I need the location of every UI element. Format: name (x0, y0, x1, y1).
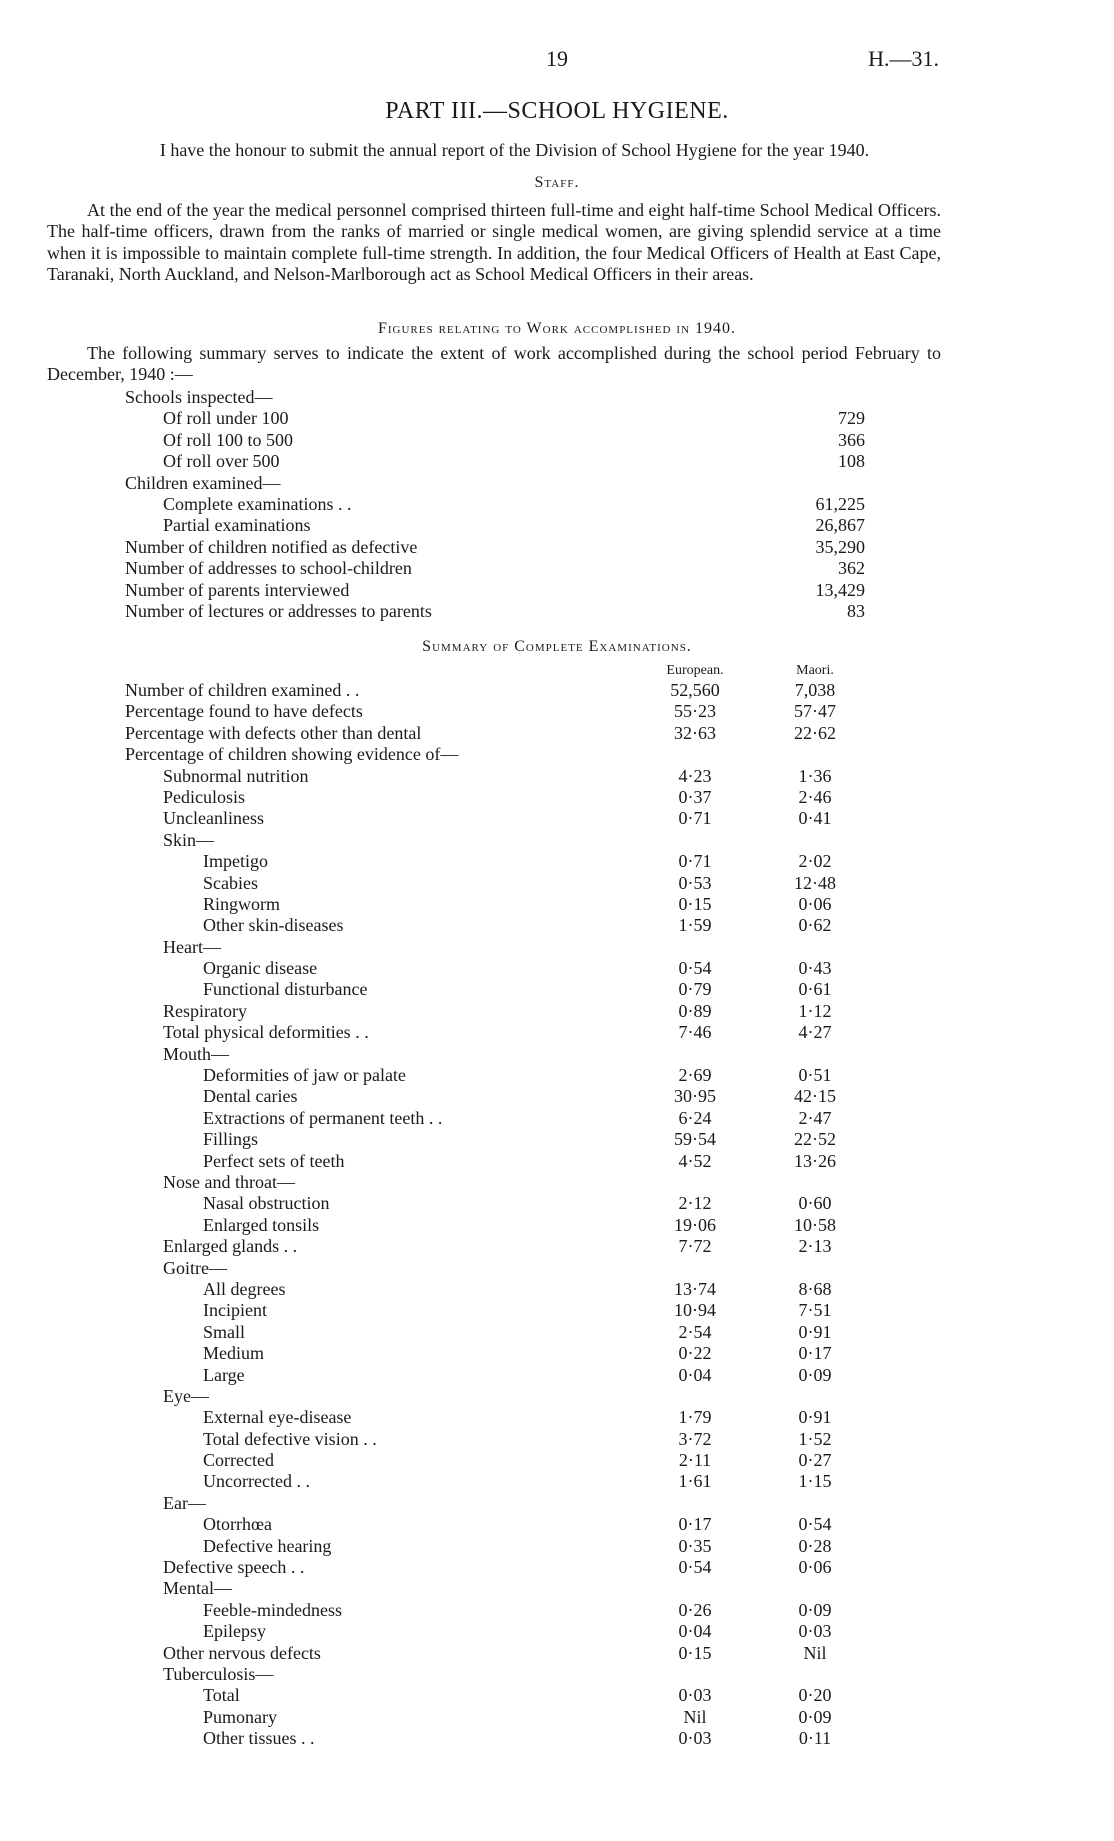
summary-row-label: Skin— (163, 829, 215, 850)
summary-row (125, 1279, 865, 1300)
summary-row (125, 958, 865, 979)
summary-european-value: 0·22 (678, 1343, 712, 1364)
summary-european-value: 2·11 (678, 1450, 712, 1471)
summary-row (125, 1450, 865, 1471)
summary-maori-value: 2·46 (798, 786, 832, 807)
summary-maori-value: 0·06 (798, 1557, 832, 1578)
work-figures-list (125, 387, 865, 622)
staff-paragraph: At the end of the year the medical personnel comprised thirteen full-time and eight half-time School Medical Officers. The half-time officers, drawn from the ranks of married or single medical women, are giving splendid service at a time when it is impossible to maintain complete full-time strength. In addition, the four Medical Officers of Health at East Cape, Taranaki, North Auckland, and Nelson-Marlborough act as School Medical Officers in their areas. (47, 200, 941, 285)
figures-row (125, 430, 865, 451)
summary-maori-value: 0·41 (798, 808, 832, 829)
summary-row-label: Total defective vision . . (203, 1428, 377, 1449)
figures-row-value: 35,290 (815, 536, 865, 557)
summary-maori-value: 7·51 (798, 1300, 832, 1321)
summary-row-label: Mouth— (163, 1043, 230, 1064)
summary-maori-value: 42·15 (794, 1086, 836, 1107)
summary-row (125, 1236, 865, 1257)
summary-maori-value: 0·09 (798, 1364, 832, 1385)
summary-maori-value: 8·68 (798, 1278, 832, 1299)
intro-sentence: I have the honour to submit the annual report of the Division of School Hygiene for the year 1940. (159, 140, 870, 160)
summary-row (125, 1365, 865, 1386)
summary-row-label: Organic disease (203, 958, 318, 979)
summary-european-value: 4·52 (678, 1150, 712, 1171)
figures-row (125, 408, 865, 429)
summary-row-label: All degrees (203, 1278, 286, 1299)
summary-maori-value: 0·54 (798, 1514, 832, 1535)
summary-row-label: Other skin-diseases (203, 915, 344, 936)
summary-european-value: 30·95 (674, 1086, 716, 1107)
summary-european-value: 1·59 (678, 915, 712, 936)
summary-maori-value: 1·12 (798, 1000, 832, 1021)
summary-row-label: Large (203, 1364, 245, 1385)
summary-european-value: 7·72 (678, 1236, 712, 1257)
summary-row (125, 894, 865, 915)
figures-row-value: 83 (847, 600, 865, 621)
summary-row-label: Total (203, 1685, 240, 1706)
summary-row (125, 1707, 865, 1728)
summary-european-value: 2·54 (678, 1321, 712, 1342)
summary-row (125, 830, 865, 851)
summary-maori-value: 13·26 (794, 1150, 836, 1171)
summary-row (125, 1065, 865, 1086)
summary-maori-value: 2·47 (798, 1107, 832, 1128)
figures-row-label: Children examined— (125, 472, 281, 493)
summary-maori-value: 1·36 (798, 765, 832, 786)
summary-row (125, 1643, 865, 1664)
summary-row (125, 1728, 865, 1749)
summary-european-value: 2·12 (678, 1193, 712, 1214)
summary-row (125, 915, 865, 936)
staff-heading: Staff. (534, 174, 580, 191)
summary-column-headers (125, 663, 865, 681)
summary-european-value: 52,560 (670, 680, 720, 700)
figures-row (125, 515, 865, 536)
summary-row-label: Total physical deformities . . (163, 1022, 369, 1043)
summary-maori-value: 0·62 (798, 915, 832, 936)
summary-maori-value: Nil (803, 1642, 827, 1663)
summary-row (125, 1343, 865, 1364)
figures-row-value: 61,225 (815, 493, 865, 514)
summary-european-value: 0·71 (678, 851, 712, 872)
figures-row-value: 108 (838, 451, 865, 472)
summary-row-label: Epilepsy (203, 1621, 266, 1642)
figures-row-label: Number of children notified as defective (125, 536, 418, 557)
summary-row (125, 1300, 865, 1321)
summary-row (125, 787, 865, 808)
figures-row (125, 601, 865, 622)
summary-row-label: Number of children examined . . (125, 680, 360, 700)
summary-row-label: Fillings (203, 1129, 259, 1150)
summary-row-label: Percentage found to have defects (125, 701, 363, 722)
summary-row-label: Enlarged tonsils (203, 1214, 320, 1235)
figures-row-label: Of roll 100 to 500 (163, 429, 293, 450)
figures-row-label: Complete examinations . . (163, 493, 352, 514)
summary-european-value: 1·79 (678, 1407, 712, 1428)
summary-row-label: External eye-disease (203, 1407, 352, 1428)
summary-row (125, 766, 865, 787)
summary-row (125, 1514, 865, 1535)
summary-row-label: Pediculosis (163, 786, 246, 807)
summary-row-label: Tuberculosis— (163, 1663, 274, 1684)
summary-row (125, 1536, 865, 1557)
summary-european-value: 0·15 (678, 1642, 712, 1663)
summary-maori-value: 1·52 (798, 1428, 832, 1449)
summary-row (125, 1557, 865, 1578)
summary-european-value: 2·69 (678, 1065, 712, 1086)
summary-european-value: 6·24 (678, 1107, 712, 1128)
figures-row-value: 26,867 (815, 515, 865, 536)
summary-row-label: Uncleanliness (163, 808, 264, 829)
summary-european-value: 13·74 (674, 1278, 716, 1299)
summary-row-label: Goitre— (163, 1257, 227, 1278)
summary-row-label: Percentage of children showing evidence of— (125, 744, 459, 765)
figures-row (125, 451, 865, 472)
summary-maori-value: 22·52 (794, 1129, 836, 1150)
summary-row-label: Enlarged glands . . (163, 1236, 298, 1257)
summary-row (125, 1151, 865, 1172)
summary-maori-value: 2·13 (798, 1236, 832, 1257)
summary-row-label: Medium (203, 1343, 264, 1364)
figures-heading: Figures relating to Work accomplished in 1940. (377, 320, 737, 337)
summary-row (125, 1493, 865, 1514)
summary-row-label: Respiratory (163, 1000, 247, 1021)
figures-row-value: 362 (838, 558, 865, 579)
summary-row-label: Nose and throat— (163, 1171, 295, 1192)
summary-row (125, 1386, 865, 1407)
summary-row-label: Other nervous defects (163, 1642, 321, 1663)
summary-row (125, 744, 865, 765)
summary-maori-value: 57·47 (794, 701, 836, 722)
column-maori: Maori. (796, 663, 834, 678)
document-reference: H.—31. (868, 46, 939, 71)
figures-row-label: Number of addresses to school-children (125, 558, 412, 579)
summary-row (125, 937, 865, 958)
summary-maori-value: 0·03 (798, 1621, 832, 1642)
figures-row-value: 366 (838, 429, 865, 450)
summary-row-label: Scabies (203, 872, 258, 893)
summary-european-value: 19·06 (674, 1214, 716, 1235)
summary-row (125, 851, 865, 872)
summary-european-value: 0·89 (678, 1000, 712, 1021)
summary-row (125, 1664, 865, 1685)
summary-row-label: Corrected (203, 1450, 274, 1471)
part-title: PART III.—SCHOOL HYGIENE. (385, 98, 729, 124)
summary-row-label: Dental caries (203, 1086, 298, 1107)
page-number: 19 (546, 46, 568, 71)
summary-european-value: 0·15 (678, 893, 712, 914)
summary-european-value: 10·94 (674, 1300, 716, 1321)
summary-maori-value: 0·09 (798, 1706, 832, 1727)
summary-row (125, 1600, 865, 1621)
summary-row-label: Incipient (203, 1300, 267, 1321)
summary-maori-value: 0·51 (798, 1065, 832, 1086)
summary-row (125, 979, 865, 1000)
summary-maori-value: 12·48 (794, 872, 836, 893)
figures-row-label: Number of parents interviewed (125, 579, 350, 600)
summary-row (125, 1215, 865, 1236)
summary-maori-value: 0·11 (798, 1728, 832, 1749)
summary-row (125, 1129, 865, 1150)
summary-european-value: 0·54 (678, 958, 712, 979)
summary-maori-value: 0·06 (798, 893, 832, 914)
summary-european-value: 0·04 (678, 1364, 712, 1385)
summary-row (125, 1022, 865, 1043)
summary-row-label: Otorrhœa (203, 1514, 272, 1535)
summary-row (125, 1258, 865, 1279)
column-european: European. (666, 663, 724, 678)
summary-maori-value: 4·27 (798, 1022, 832, 1043)
figures-row-value: 729 (838, 408, 865, 429)
summary-european-value: 0·03 (678, 1728, 712, 1749)
summary-row (125, 701, 865, 722)
figures-row (125, 537, 865, 558)
summary-maori-value: 0·17 (798, 1343, 832, 1364)
summary-maori-value: 2·02 (798, 851, 832, 872)
summary-row (125, 1471, 865, 1492)
summary-row (125, 680, 865, 701)
figures-row (125, 473, 865, 494)
summary-maori-value: 7,038 (794, 680, 836, 700)
summary-row (125, 1193, 865, 1214)
summary-maori-value: 0·91 (798, 1321, 832, 1342)
summary-row (125, 1322, 865, 1343)
summary-row-label: Defective hearing (203, 1535, 332, 1556)
summary-row (125, 1429, 865, 1450)
summary-row-label: Nasal obstruction (203, 1193, 330, 1214)
summary-row (125, 1044, 865, 1065)
summary-row-label: Ringworm (203, 893, 281, 914)
figures-row-label: Partial examinations (163, 515, 311, 536)
summary-row-label: Heart— (163, 936, 221, 957)
summary-row (125, 1086, 865, 1107)
summary-row-label: Feeble-mindedness (203, 1599, 342, 1620)
summary-maori-value: 0·60 (798, 1193, 832, 1214)
summary-european-value: 0·26 (678, 1599, 712, 1620)
summary-european-value: Nil (683, 1706, 707, 1727)
summary-maori-value: 0·27 (798, 1450, 832, 1471)
summary-row-label: Impetigo (203, 851, 268, 872)
figures-paragraph: The following summary serves to indicate the extent of work accomplished during the school period February to December, 1940 :— (47, 343, 941, 385)
figures-row-label: Of roll over 500 (163, 451, 280, 472)
summary-row-label: Other tissues . . (203, 1728, 315, 1749)
summary-row (125, 723, 865, 744)
summary-european-value: 3·72 (678, 1428, 712, 1449)
figures-row (125, 387, 865, 408)
summary-maori-value: 0·20 (798, 1685, 832, 1706)
summary-maori-value: 10·58 (794, 1214, 836, 1235)
summary-maori-value: 0·09 (798, 1599, 832, 1620)
summary-european-value: 55·23 (674, 701, 716, 722)
summary-row-label: Pumonary (203, 1706, 277, 1727)
summary-row-label: Deformities of jaw or palate (203, 1065, 406, 1086)
summary-european-value: 0·03 (678, 1685, 712, 1706)
summary-row-label: Perfect sets of teeth (203, 1150, 345, 1171)
summary-european-value: 0·79 (678, 979, 712, 1000)
summary-european-value: 1·61 (678, 1471, 712, 1492)
figures-row (125, 494, 865, 515)
figures-row-label: Schools inspected— (125, 387, 273, 407)
summary-maori-value: 0·61 (798, 979, 832, 1000)
summary-row-label: Defective speech . . (163, 1557, 305, 1578)
summary-row (125, 1001, 865, 1022)
summary-row (125, 1578, 865, 1599)
summary-table (125, 680, 865, 1750)
summary-maori-value: 0·91 (798, 1407, 832, 1428)
summary-row-label: Uncorrected . . (203, 1471, 310, 1492)
summary-row (125, 1621, 865, 1642)
summary-maori-value: 1·15 (798, 1471, 832, 1492)
summary-maori-value: 0·28 (798, 1535, 832, 1556)
summary-european-value: 0·54 (678, 1557, 712, 1578)
summary-european-value: 0·53 (678, 872, 712, 893)
summary-heading: Summary of Complete Examinations. (422, 638, 692, 655)
summary-maori-value: 22·62 (794, 722, 836, 743)
summary-row-label: Percentage with defects other than dental (125, 722, 422, 743)
summary-european-value: 0·35 (678, 1535, 712, 1556)
summary-european-value: 0·17 (678, 1514, 712, 1535)
summary-european-value: 0·04 (678, 1621, 712, 1642)
summary-row (125, 808, 865, 829)
figures-row (125, 580, 865, 601)
summary-european-value: 59·54 (674, 1129, 716, 1150)
summary-european-value: 32·63 (674, 722, 716, 743)
figures-row (125, 558, 865, 579)
summary-row-label: Extractions of permanent teeth . . (203, 1107, 443, 1128)
figures-row-label: Of roll under 100 (163, 408, 289, 429)
summary-maori-value: 0·43 (798, 958, 832, 979)
summary-row-label: Ear— (163, 1492, 206, 1513)
summary-row-label: Eye— (163, 1385, 209, 1406)
summary-european-value: 0·37 (678, 786, 712, 807)
summary-row (125, 1108, 865, 1129)
summary-row (125, 1172, 865, 1193)
summary-row (125, 1685, 865, 1706)
summary-row (125, 873, 865, 894)
summary-european-value: 7·46 (678, 1022, 712, 1043)
summary-european-value: 4·23 (678, 765, 712, 786)
summary-european-value: 0·71 (678, 808, 712, 829)
summary-row (125, 1407, 865, 1428)
summary-row-label: Functional disturbance (203, 979, 368, 1000)
figures-row-value: 13,429 (815, 579, 865, 600)
summary-row-label: Small (203, 1321, 246, 1342)
summary-row-label: Mental— (163, 1578, 232, 1599)
summary-row-label: Subnormal nutrition (163, 765, 309, 786)
figures-row-label: Number of lectures or addresses to parents (125, 600, 432, 621)
